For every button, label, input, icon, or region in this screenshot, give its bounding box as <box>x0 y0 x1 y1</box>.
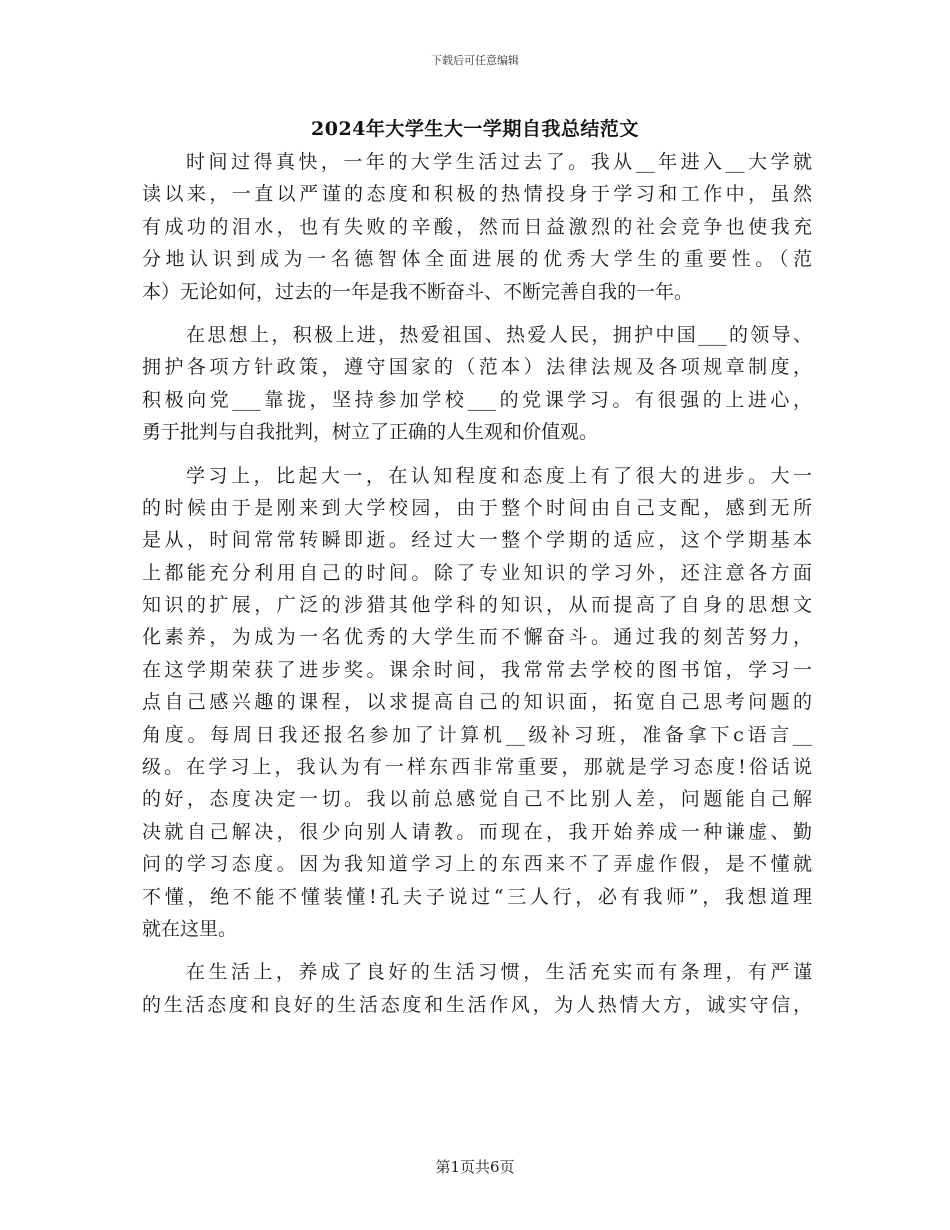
text-line: 上都能充分利用自己的时间。除了专业知识的学习外，还注意各方面 <box>142 561 812 584</box>
text-line: 决就自己解决，很少向别人请教。而现在，我开始养成一种谦虚、勤 <box>142 820 812 843</box>
text-line: 拥护各项方针政策，遵守国家的（范本）法律法规及各项规章制度， <box>142 356 812 379</box>
page-number: 第1页共6页 <box>435 1158 515 1176</box>
paragraph-gap <box>142 308 812 319</box>
paragraph-life <box>142 956 812 1021</box>
paragraph-gap <box>142 945 812 956</box>
text-line: 的生活态度和良好的生活态度和生活作风，为人热情大方，诚实守信， <box>142 993 812 1016</box>
text-line: 的时候由于是刚来到大学校园，由于整个时间由自己支配，感到无所 <box>142 496 812 519</box>
paragraph-study <box>142 460 812 946</box>
text-line: 读以来，一直以严谨的态度和积极的热情投身于学习和工作中，虽然 <box>142 183 812 206</box>
text-line: 积极向党___靠拢，坚持参加学校___的党课学习。有很强的上进心， <box>142 388 812 411</box>
text-line: 问的学习态度。因为我知道学习上的东西来不了弄虚作假，是不懂就 <box>142 853 812 876</box>
text-line: 点自己感兴趣的课程，以求提高自己的知识面，拓宽自己思考问题的 <box>142 691 812 714</box>
text-line: 知识的扩展，广泛的涉猎其他学科的知识，从而提高了自身的思想文 <box>142 594 812 617</box>
text-line: 时间过得真快，一年的大学生活过去了。我从__年进入__大学就 <box>186 151 812 173</box>
text-line: 学习上，比起大一，在认知程度和态度上有了很大的进步。大一 <box>186 464 812 487</box>
document-body <box>142 146 812 1021</box>
text-line: 在思想上，积极上进，热爱祖国、热爱人民，拥护中国___的领导、 <box>186 323 812 346</box>
text-line: 不懂，绝不能不懂装懂!孔夫子说过“三人行，必有我师”，我想道理 <box>142 885 812 908</box>
paragraph-intro <box>142 146 812 308</box>
document-title: 2024年大学生大一学期自我总结范文 <box>311 118 639 140</box>
text-line: 在这学期荣获了进步奖。课余时间，我常常去学校的图书馆，学习一 <box>142 658 812 681</box>
text-line: 本）无论如何，过去的一年是我不断奋斗、不断完善自我的一年。 <box>142 280 694 303</box>
text-line: 就在这里。 <box>142 917 238 940</box>
page-header-note: 下载后可任意编辑 <box>431 54 519 67</box>
paragraph-gap <box>142 449 812 460</box>
text-line: 分地认识到成为一名德智体全面进展的优秀大学生的重要性。（范 <box>142 248 812 271</box>
text-line: 角度。每周日我还报名参加了计算机__级补习班，准备拿下c语言__ <box>142 723 812 746</box>
text-line: 勇于批判与自我批判，树立了正确的人生观和价值观。 <box>142 421 599 444</box>
text-line: 是从，时间常常转瞬即逝。经过大一整个学期的适应，这个学期基本 <box>142 529 812 552</box>
paragraph-thought <box>142 319 812 449</box>
text-line: 有成功的泪水，也有失败的辛酸，然而日益激烈的社会竞争也使我充 <box>142 215 812 238</box>
text-line: 的好，态度决定一切。我以前总感觉自己不比别人差，问题能自己解 <box>142 788 812 811</box>
text-line: 在生活上，养成了良好的生活习惯，生活充实而有条理，有严谨 <box>186 961 812 984</box>
text-line: 级。在学习上，我认为有一样东西非常重要，那就是学习态度!俗话说 <box>142 756 812 779</box>
text-line: 化素养，为成为一名优秀的大学生而不懈奋斗。通过我的刻苦努力， <box>142 626 812 649</box>
